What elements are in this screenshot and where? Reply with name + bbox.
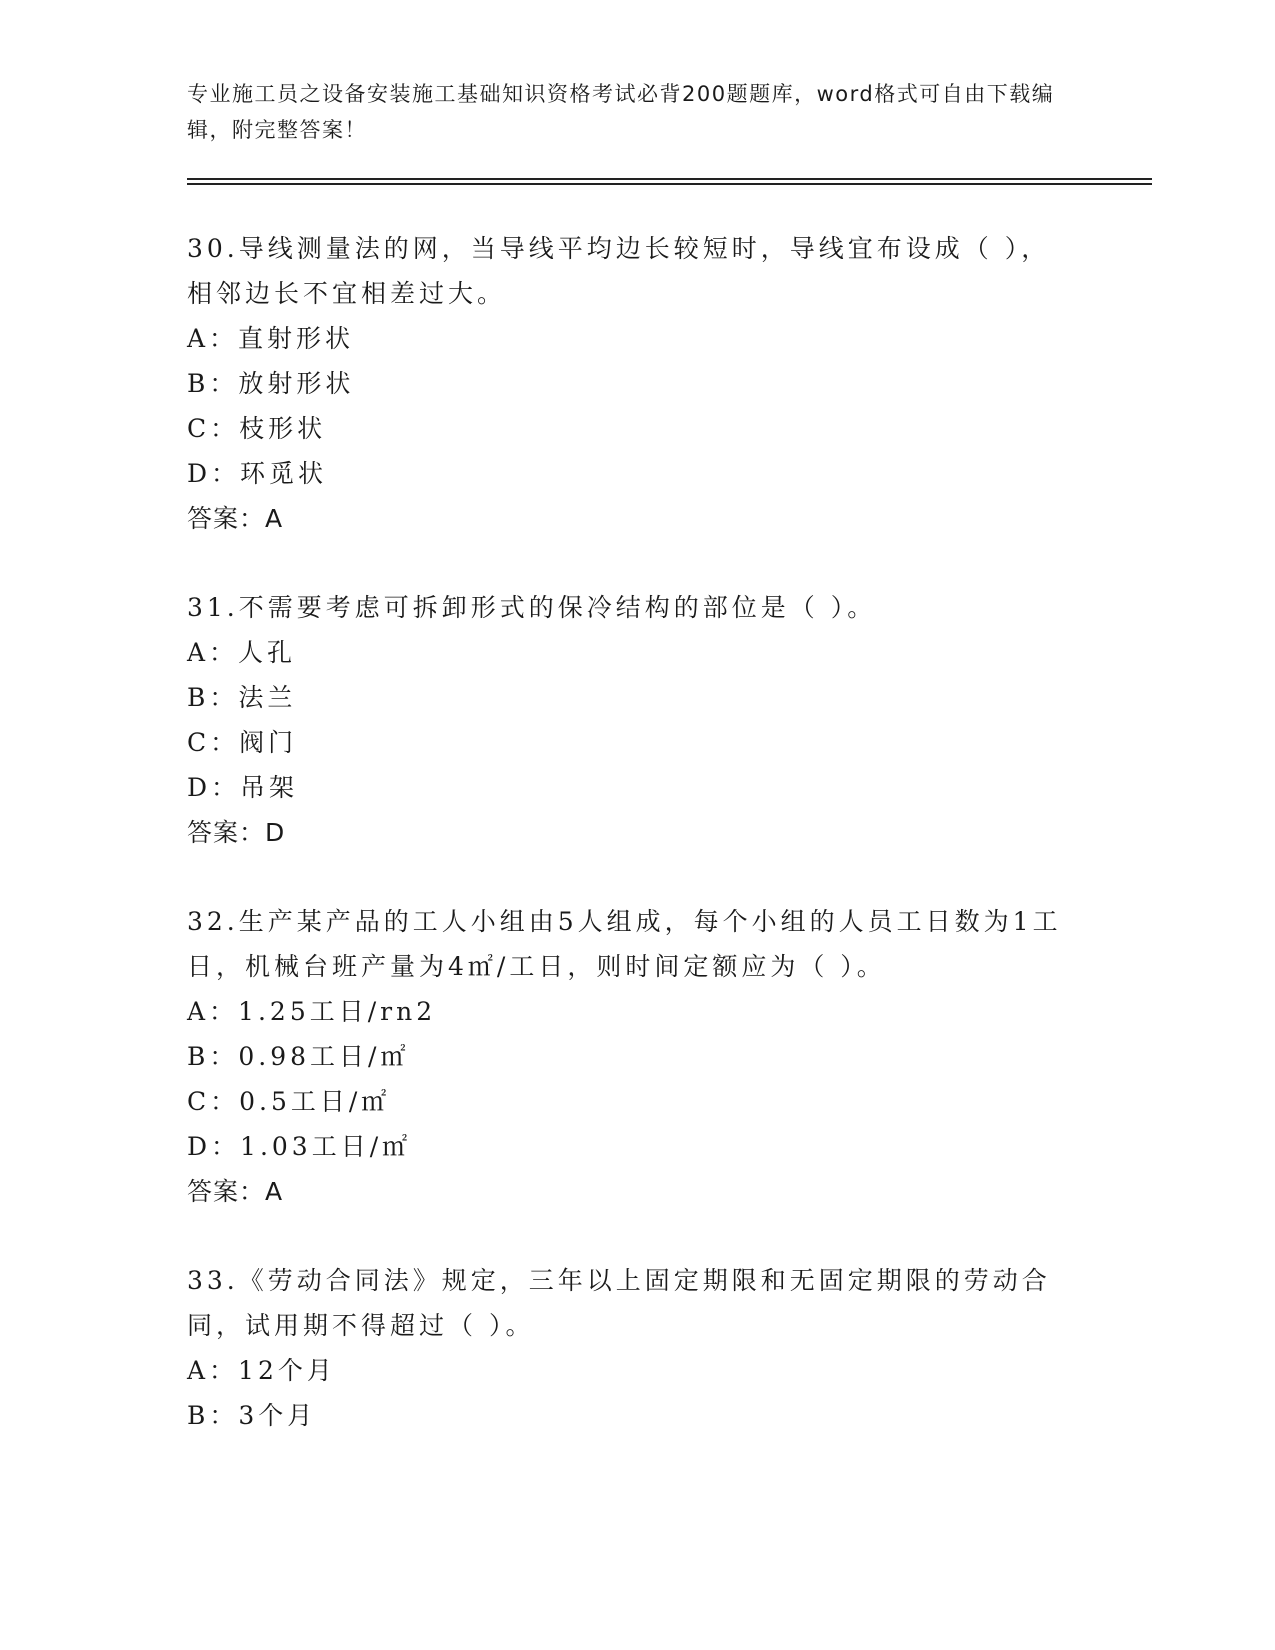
question-stem: 32.生产某产品的工人小组由5人组成，每个小组的人员工日数为1工日，机械台班产量为4㎡/工日，则时间定额应为（ ）。 — [187, 907, 1062, 981]
header-divider-top — [187, 178, 1152, 180]
option-a: A：人孔 — [187, 638, 297, 667]
question-32 — [187, 899, 1087, 1214]
option-a: A：直射形状 — [187, 324, 355, 353]
question-31 — [187, 585, 1087, 855]
question-list — [187, 226, 1087, 1482]
document-header: 专业施工员之设备安装施工基础知识资格考试必背200题题库，word格式可自由下载编辑，附完整答案！ — [187, 82, 1055, 142]
question-30 — [187, 226, 1087, 541]
option-d: D：吊架 — [187, 773, 299, 802]
answer: 答案：A — [187, 504, 284, 533]
question-33 — [187, 1258, 1087, 1438]
option-b: B：3个月 — [187, 1401, 317, 1430]
option-c: C：阀门 — [187, 728, 298, 757]
answer: 答案：A — [187, 1177, 284, 1206]
question-stem: 30.导线测量法的网，当导线平均边长较短时，导线宜布设成（ ），相邻边长不宜相差过大。 — [187, 234, 1051, 308]
option-a: A：1.25工日/rn2 — [187, 997, 437, 1026]
option-b: B：法兰 — [187, 683, 297, 712]
option-b: B：放射形状 — [187, 369, 355, 398]
option-d: D：环觅状 — [187, 459, 328, 488]
header-divider-bottom — [187, 183, 1152, 185]
option-a: A：12个月 — [187, 1356, 336, 1385]
option-c: C：0.5工日/㎡ — [187, 1087, 391, 1116]
answer: 答案：D — [187, 818, 286, 847]
option-b: B：0.98工日/㎡ — [187, 1042, 410, 1071]
option-d: D：1.03工日/㎡ — [187, 1132, 412, 1161]
question-stem: 31.不需要考虑可拆卸形式的保冷结构的部位是（ ）。 — [187, 593, 877, 622]
option-c: C：枝形状 — [187, 414, 327, 443]
question-stem: 33.《劳动合同法》规定，三年以上固定期限和无固定期限的劳动合同，试用期不得超过（ ）。 — [187, 1266, 1051, 1340]
